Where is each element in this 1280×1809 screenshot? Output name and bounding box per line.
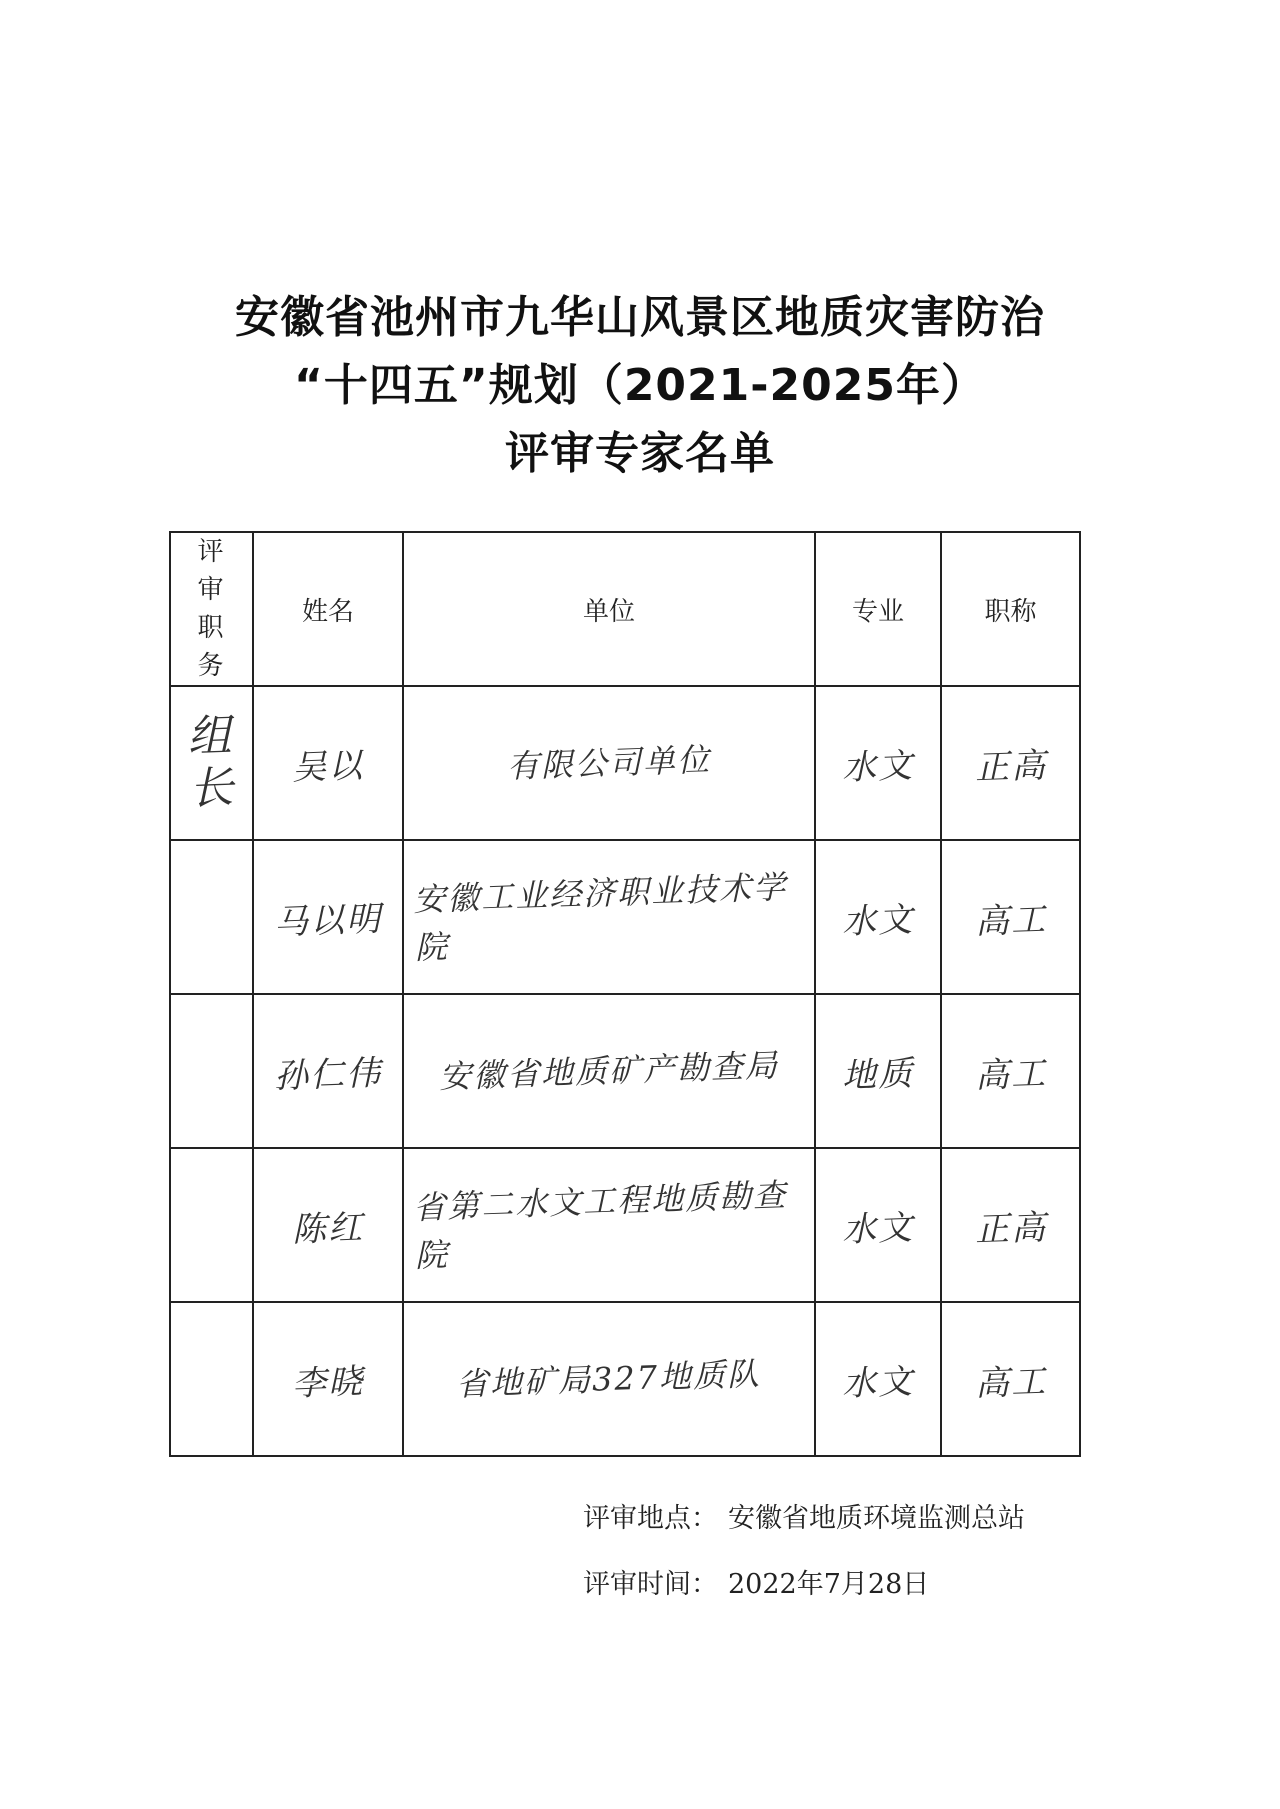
table-header-row <box>170 532 1080 686</box>
review-time <box>583 1562 929 1601</box>
header-title: 职称 <box>941 532 1080 686</box>
cell-unit: 安徽省地质矿产勘查局 <box>403 994 815 1148</box>
header-name: 姓名 <box>253 532 403 686</box>
header-unit: 单位 <box>403 532 815 686</box>
review-place <box>583 1496 1025 1535</box>
cell-major: 水文 <box>815 1148 941 1302</box>
cell-name: 吴以 <box>253 686 403 840</box>
document-title <box>0 284 1280 488</box>
title-line-1: 安徽省池州市九华山风景区地质灾害防治 <box>235 292 1045 343</box>
cell-major: 水文 <box>815 1302 941 1456</box>
cell-title: 高工 <box>941 994 1080 1148</box>
cell-role <box>170 840 253 994</box>
table-row <box>170 1302 1080 1456</box>
cell-unit: 省地矿局327地质队 <box>403 1302 815 1456</box>
cell-unit: 安徽工业经济职业技术学院 <box>403 840 815 994</box>
cell-role <box>170 1302 253 1456</box>
review-time-label: 评审时间： <box>583 1569 718 1600</box>
title-line-3: 评审专家名单 <box>505 428 775 479</box>
cell-role <box>170 994 253 1148</box>
review-place-label: 评审地点： <box>583 1503 718 1534</box>
title-line-2: “十四五”规划（2021-2025年） <box>293 360 987 411</box>
header-major: 专业 <box>815 532 941 686</box>
table-row <box>170 1148 1080 1302</box>
cell-role: 组长 <box>170 686 253 840</box>
cell-name: 孙仁伟 <box>253 994 403 1148</box>
cell-title: 正高 <box>941 686 1080 840</box>
cell-name: 陈红 <box>253 1148 403 1302</box>
review-place-value: 安徽省地质环境监测总站 <box>728 1503 1025 1534</box>
review-time-value: 2022年7月28日 <box>728 1569 930 1600</box>
cell-unit: 有限公司单位 <box>403 686 815 840</box>
cell-title: 正高 <box>941 1148 1080 1302</box>
cell-major: 地质 <box>815 994 941 1148</box>
table-row <box>170 994 1080 1148</box>
cell-unit: 省第二水文工程地质勘查院 <box>403 1148 815 1302</box>
cell-title: 高工 <box>941 1302 1080 1456</box>
cell-title: 高工 <box>941 840 1080 994</box>
cell-major: 水文 <box>815 686 941 840</box>
table-row <box>170 840 1080 994</box>
cell-name: 马以明 <box>253 840 403 994</box>
header-role: 评审职务 <box>170 532 253 686</box>
cell-major: 水文 <box>815 840 941 994</box>
cell-name: 李晓 <box>253 1302 403 1456</box>
table-row <box>170 686 1080 840</box>
cell-role <box>170 1148 253 1302</box>
expert-table <box>169 531 1081 1457</box>
